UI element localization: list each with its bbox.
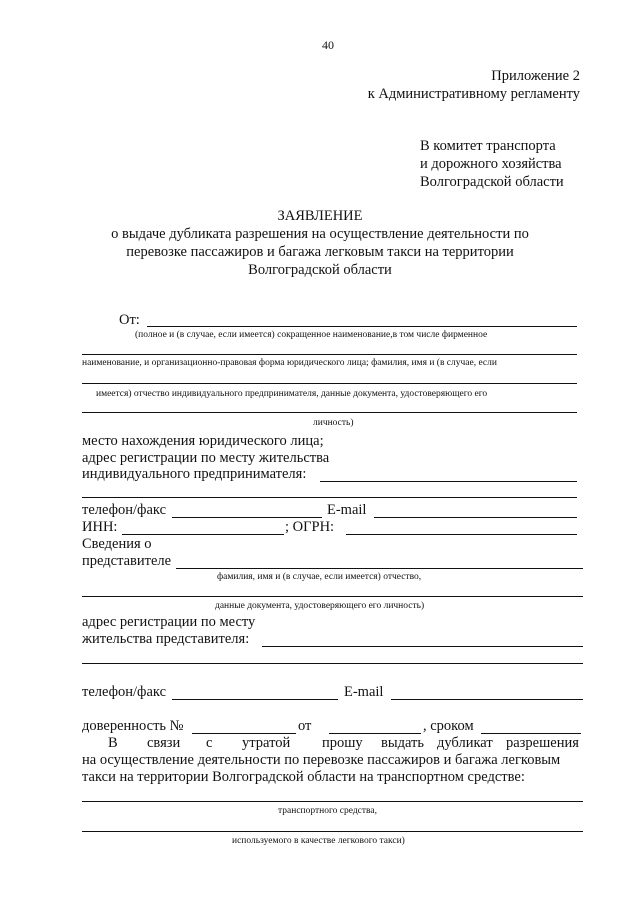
address-field-2[interactable] <box>82 497 577 498</box>
vehicle-field-1[interactable] <box>82 801 583 802</box>
addressee-line-1: В комитет транспорта <box>420 138 556 154</box>
address-label-1: место нахождения юридического лица; <box>82 433 324 449</box>
phone-label: телефон/факс <box>82 502 167 518</box>
inn-field[interactable] <box>122 534 284 535</box>
poa-number-field[interactable] <box>192 733 296 734</box>
vehicle-hint-1: транспортного средства, <box>278 806 377 816</box>
email-field[interactable] <box>374 517 577 518</box>
poa-label: доверенность № <box>82 718 184 734</box>
appendix-line-1: Приложение 2 <box>491 68 580 84</box>
request-word-2: связи <box>147 735 181 751</box>
applicant-name-field-4[interactable] <box>82 412 577 413</box>
representative-phone-field[interactable] <box>172 699 338 700</box>
inn-label: ИНН: <box>82 519 118 535</box>
subtitle-line-2: перевозке пассажиров и багажа легковым такси на территории <box>126 244 514 260</box>
applicant-hint-4: личность) <box>313 418 354 428</box>
applicant-name-field-2[interactable] <box>82 354 577 355</box>
request-line-2: на осуществление деятельности по перевозке пассажиров и багажа легковым <box>82 752 561 768</box>
request-word-4: утратой <box>242 735 291 751</box>
representative-field-1[interactable] <box>176 568 583 569</box>
request-word-3: с <box>206 735 213 751</box>
representative-address-field-2[interactable] <box>82 663 583 664</box>
ogrn-label: ; ОГРН: <box>285 519 335 535</box>
request-word-5: прошу <box>322 735 363 751</box>
vehicle-hint-2: используемого в качестве легкового такси) <box>232 836 405 846</box>
applicant-name-field[interactable] <box>147 326 577 327</box>
representative-phone-label: телефон/факс <box>82 684 167 700</box>
applicant-hint-1: (полное и (в случае, если имеется) сокращенное наименование,в том числе фирменное <box>135 330 488 340</box>
email-label: E-mail <box>327 502 367 518</box>
addressee-line-2: и дорожного хозяйства <box>420 156 562 172</box>
address-field-1[interactable] <box>320 481 577 482</box>
request-word-8: разрешения <box>506 735 579 751</box>
poa-term-label: , сроком <box>423 718 474 734</box>
representative-hint-1: фамилия, имя и (в случае, если имеется) отчество, <box>217 572 422 582</box>
address-label-2: адрес регистрации по месту жительства <box>82 450 330 466</box>
representative-email-label: E-mail <box>344 684 384 700</box>
representative-address-field-1[interactable] <box>262 646 583 647</box>
request-word-6: выдать <box>381 735 424 751</box>
page-number: 40 <box>322 38 334 52</box>
applicant-name-field-3[interactable] <box>82 383 577 384</box>
phone-field[interactable] <box>172 517 322 518</box>
subtitle-line-3: Волгоградской области <box>248 262 392 278</box>
addressee-line-3: Волгоградской области <box>420 174 564 190</box>
representative-email-field[interactable] <box>391 699 583 700</box>
request-word-1: В <box>108 735 118 751</box>
request-word-7: дубликат <box>437 735 493 751</box>
representative-address-label-2: жительства представителя: <box>82 631 250 647</box>
representative-label-2: представителе <box>82 553 172 569</box>
subtitle-line-1: о выдаче дубликата разрешения на осуществление деятельности по <box>111 226 529 242</box>
poa-term-field[interactable] <box>481 733 581 734</box>
representative-hint-2: данные документа, удостоверяющего его личность) <box>215 601 425 611</box>
representative-address-label-1: адрес регистрации по месту <box>82 614 256 630</box>
applicant-hint-3: имеется) отчество индивидуального предпринимателя, данные документа, удостоверяющего его <box>96 389 488 399</box>
address-label-3: индивидуального предпринимателя: <box>82 466 307 482</box>
appendix-line-2: к Административному регламенту <box>367 86 580 102</box>
applicant-hint-2: наименование, и организационно-правовая форма юридического лица; фамилия, имя и (в случае, если <box>82 358 497 368</box>
ogrn-field[interactable] <box>346 534 577 535</box>
poa-from-label: от <box>298 718 312 734</box>
representative-label-1: Сведения о <box>82 536 152 552</box>
representative-field-2[interactable] <box>82 596 583 597</box>
from-label: От: <box>119 312 140 328</box>
poa-date-field[interactable] <box>329 733 421 734</box>
request-line-3: такси на территории Волгоградской области на транспортном средстве: <box>82 769 525 785</box>
document-title: ЗАЯВЛЕНИЕ <box>277 208 363 224</box>
vehicle-field-2[interactable] <box>82 831 583 832</box>
